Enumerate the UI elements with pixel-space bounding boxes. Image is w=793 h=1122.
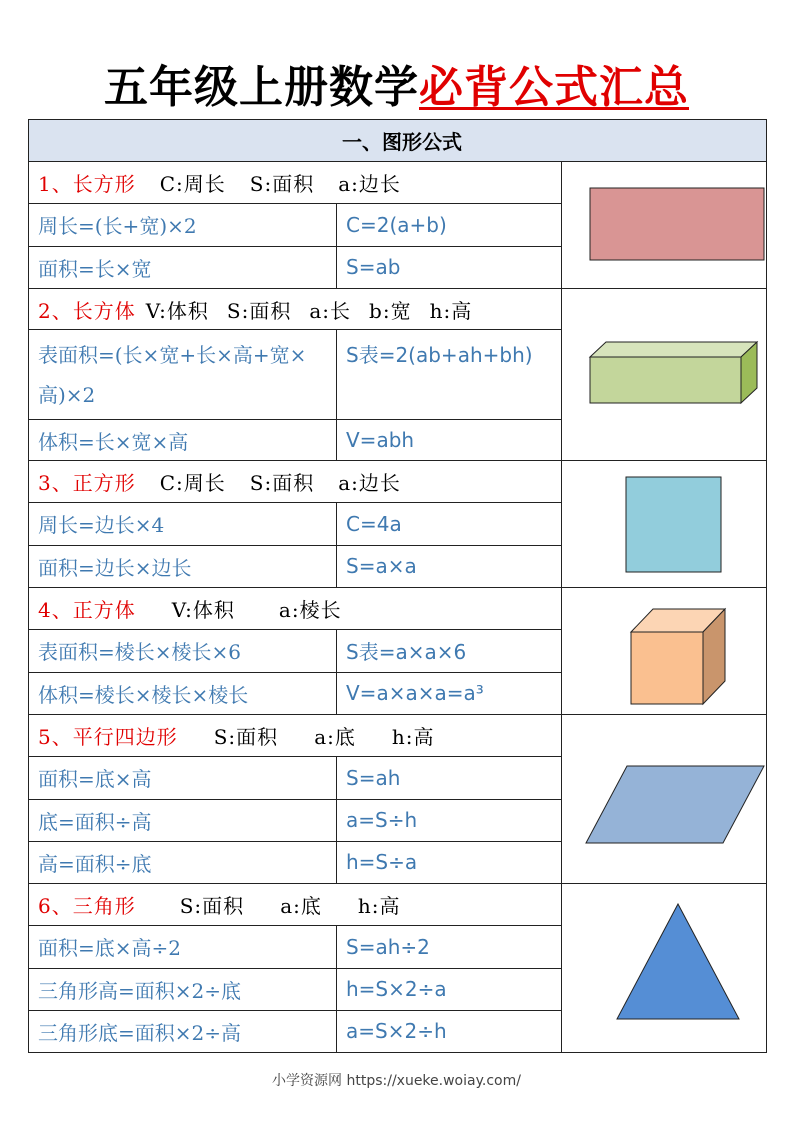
var-label: a:棱长 bbox=[278, 598, 342, 623]
formula-table bbox=[28, 119, 767, 1053]
var-label: C:周长 bbox=[159, 172, 226, 197]
rectangle-shape bbox=[590, 188, 764, 260]
footer-watermark: 小学资源网 https://xueke.woiay.com/ bbox=[272, 1073, 521, 1089]
shape-cell bbox=[562, 588, 767, 715]
formula-text: 三角形高=面积×2÷底 bbox=[29, 968, 337, 1010]
triangle-shape bbox=[617, 904, 739, 1019]
page-title bbox=[0, 58, 793, 118]
var-label: a:长 bbox=[309, 298, 352, 323]
formula-text: 面积=边长×边长 bbox=[29, 545, 337, 587]
formula-text: 体积=长×宽×高 bbox=[29, 420, 337, 461]
group-title: 4、正方体 bbox=[38, 598, 136, 623]
formula-text: 周长=边长×4 bbox=[29, 503, 337, 545]
formula-text: 表面积=(长×宽+长×高+宽×高)×2 bbox=[29, 330, 337, 420]
var-label: S:面积 bbox=[249, 172, 315, 197]
rectangle-figure bbox=[571, 162, 776, 288]
formula-symbolic: S=ab bbox=[337, 246, 562, 288]
formula-text: 面积=底×高 bbox=[29, 757, 337, 799]
formula-symbolic: V=a×a×a=a³ bbox=[337, 672, 562, 714]
var-label: S:面积 bbox=[226, 298, 292, 323]
group-header bbox=[29, 162, 562, 204]
formula-text: 周长=(长+宽)×2 bbox=[29, 204, 337, 246]
var-label: S:面积 bbox=[249, 471, 315, 496]
var-label: S:面积 bbox=[179, 894, 245, 919]
triangle-figure bbox=[571, 884, 776, 1052]
var-label: a:底 bbox=[314, 725, 356, 750]
var-label: h:高 bbox=[429, 298, 473, 323]
var-label: h:高 bbox=[357, 894, 401, 919]
formula-symbolic: C=2(a+b) bbox=[337, 204, 562, 246]
square-shape bbox=[626, 477, 721, 572]
title-part2: 必背公式汇总 bbox=[419, 62, 689, 113]
formula-text: 体积=棱长×棱长×棱长 bbox=[29, 672, 337, 714]
cuboid-figure bbox=[571, 292, 776, 458]
var-label: a:边长 bbox=[338, 172, 401, 197]
group-header bbox=[29, 289, 562, 330]
cuboid-shape bbox=[590, 357, 741, 403]
formula-text: 面积=长×宽 bbox=[29, 246, 337, 288]
formula-symbolic: V=abh bbox=[337, 420, 562, 461]
group-title: 5、平行四边形 bbox=[38, 725, 178, 750]
group-header bbox=[29, 461, 562, 503]
group-title: 6、三角形 bbox=[38, 894, 136, 919]
group-title: 1、长方形 bbox=[38, 172, 136, 197]
title-part1: 五年级上册数学 bbox=[104, 62, 419, 113]
var-label: S:面积 bbox=[213, 725, 279, 750]
formula-text: 底=面积÷高 bbox=[29, 799, 337, 841]
formula-symbolic: S=a×a bbox=[337, 545, 562, 587]
cube-figure bbox=[571, 588, 776, 714]
formula-symbolic: a=S×2÷h bbox=[337, 1010, 562, 1052]
shape-cell bbox=[562, 289, 767, 461]
cube-shape bbox=[631, 632, 703, 704]
shape-cell bbox=[562, 461, 767, 588]
shape-cell bbox=[562, 162, 767, 289]
section-header: 一、图形公式 bbox=[29, 120, 767, 162]
formula-symbolic: S表=a×a×6 bbox=[337, 630, 562, 672]
var-label: a:底 bbox=[280, 894, 322, 919]
formula-text: 面积=底×高÷2 bbox=[29, 926, 337, 968]
var-label: C:周长 bbox=[159, 471, 226, 496]
shape-cell bbox=[562, 715, 767, 884]
var-label: V:体积 bbox=[171, 598, 235, 623]
group-header bbox=[29, 715, 562, 757]
group-title: 2、长方体 bbox=[38, 298, 136, 323]
formula-text: 三角形底=面积×2÷高 bbox=[29, 1010, 337, 1052]
formula-text: 表面积=棱长×棱长×6 bbox=[29, 630, 337, 672]
var-label: b:宽 bbox=[369, 298, 412, 323]
group-title: 3、正方形 bbox=[38, 471, 136, 496]
formula-symbolic: S=ah bbox=[337, 757, 562, 799]
formula-symbolic: S=ah÷2 bbox=[337, 926, 562, 968]
parallelogram-shape bbox=[586, 766, 764, 843]
group-header bbox=[29, 884, 562, 926]
var-label: h:高 bbox=[391, 725, 435, 750]
var-label: V:体积 bbox=[145, 298, 209, 323]
formula-symbolic: S表=2(ab+ah+bh) bbox=[337, 330, 562, 420]
formula-text: 高=面积÷底 bbox=[29, 841, 337, 883]
formula-symbolic: h=S×2÷a bbox=[337, 968, 562, 1010]
var-label: a:边长 bbox=[338, 471, 401, 496]
formula-symbolic: a=S÷h bbox=[337, 799, 562, 841]
square-figure bbox=[571, 461, 776, 587]
parallelogram-figure bbox=[571, 715, 776, 883]
shape-cell bbox=[562, 884, 767, 1053]
formula-symbolic: C=4a bbox=[337, 503, 562, 545]
group-header bbox=[29, 588, 562, 630]
formula-symbolic: h=S÷a bbox=[337, 841, 562, 883]
